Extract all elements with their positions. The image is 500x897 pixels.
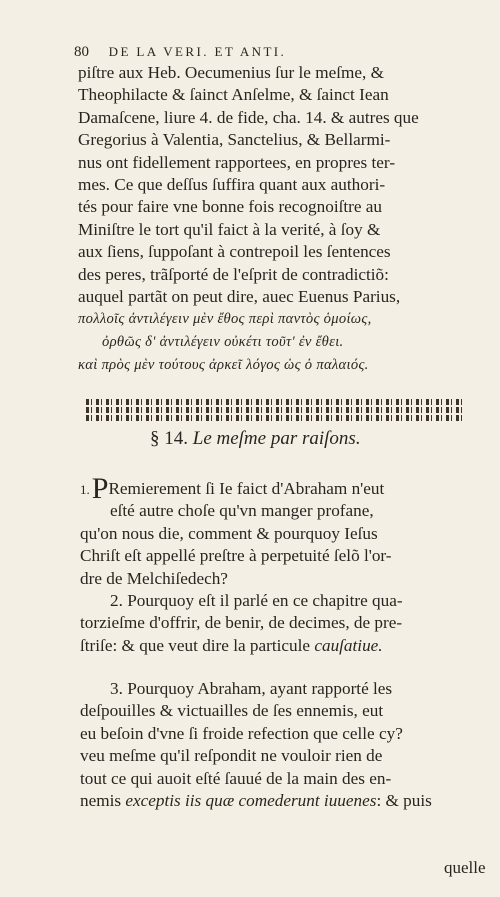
greek-verse-line: ὀρθῶς δ' ἀντιλέγειν οὐκέτι τοῦτ' ἐν ἔθει. [102,334,344,351]
section-heading [150,428,361,450]
body-line: Miniſtre le tort qu'il faict à la verité, à ſoy & [78,219,381,239]
greek-verse-line: καὶ πρὸς μὲν τούτους ἀρκεῖ λόγος ὡς ὁ παλαιός. [78,357,369,374]
body-line: auquel partãt on peut dire, auec Euenus Parius, [78,286,401,306]
body-line: Chriſt eſt appellé preſtre à perpetuité ſelõ l'or- [80,546,392,566]
drop-capital: P [91,472,109,505]
body-line: des peres, trãſporté de l'eſprit de contradictiõ: [78,264,389,284]
body-line: tout ce qui auoit eſté ſauué de la main des en- [80,768,392,788]
latin-quotation: exceptis iis quæ comederunt iuuenes [125,790,377,810]
body-line: 3. Pourquoy Abraham, ayant rapporté les [110,679,393,698]
body-line: 2. Pourquoy eſt il parlé en ce chapitre qua- [110,591,403,610]
paragraph-3 [80,678,470,812]
body-line: deſpouilles & victuailles de ſes ennemis, eut [80,701,384,721]
body-line: aux ſiens, ſuppoſant à contrepoil les ſentences [78,242,391,262]
body-line: veu meſme qu'il reſpondit ne vouloir rien de [80,746,383,766]
body-line: nus ont fidellement rapportees, en propres ter- [78,152,396,172]
paragraph-2 [80,590,470,657]
body-line: piſtre aux Heb. Oecumenius ſur le meſme, & [78,63,384,82]
body-line: ſtriſe: & que veut dire la particule [80,635,311,655]
body-line: mes. Ce que deſſus ſuffira quant aux authori- [78,174,386,194]
body-line: tés pour faire vne bonne fois recognoiſtre au [78,197,383,217]
paragraph-1 [80,472,470,590]
body-line: Theophilacte & ſainct Anſelme, & ſainct Iean [78,85,389,105]
running-header [74,44,474,61]
body-line: Gregorius à Valentia, Sanctelius, & Bellarmi- [78,130,391,150]
body-line: torzieſme d'offrir, de benir, de decimes, de pre- [80,613,403,633]
body-line: nemis [80,790,122,810]
section-title: Le meſme par raiſons. [192,428,361,449]
paragraph-first-line: Remierement ſi Ie faict d'Abraham n'eut [108,479,385,498]
page-number: 80 [74,44,89,60]
running-title: DE LA VERI. ET ANTI. [108,44,287,59]
ornamental-divider [86,399,466,421]
catchword: quelle [444,858,486,877]
body-text-block [78,62,468,377]
body-line: dre de Melchiſedech? [80,568,228,588]
body-line: eu beſoin d'vne ſi froide refection que celle cy? [80,723,403,743]
body-line-end: : & puis [376,790,432,810]
section-number: § 14. [150,428,188,449]
italic-term: cauſatiue. [314,635,383,655]
greek-verse-line: πολλοῖς ἀντιλέγειν μὲν ἔθος περὶ παντὸς ὁμοίως, [78,311,372,328]
body-line: eſté autre choſe qu'vn manger profane, [110,501,374,521]
body-line: qu'on nous die, comment & pourquoy Ieſus [80,523,378,543]
paragraph-number: 1. [80,482,90,497]
body-line: Damaſcene, liure 4. de fide, cha. 14. & autres que [78,107,419,127]
